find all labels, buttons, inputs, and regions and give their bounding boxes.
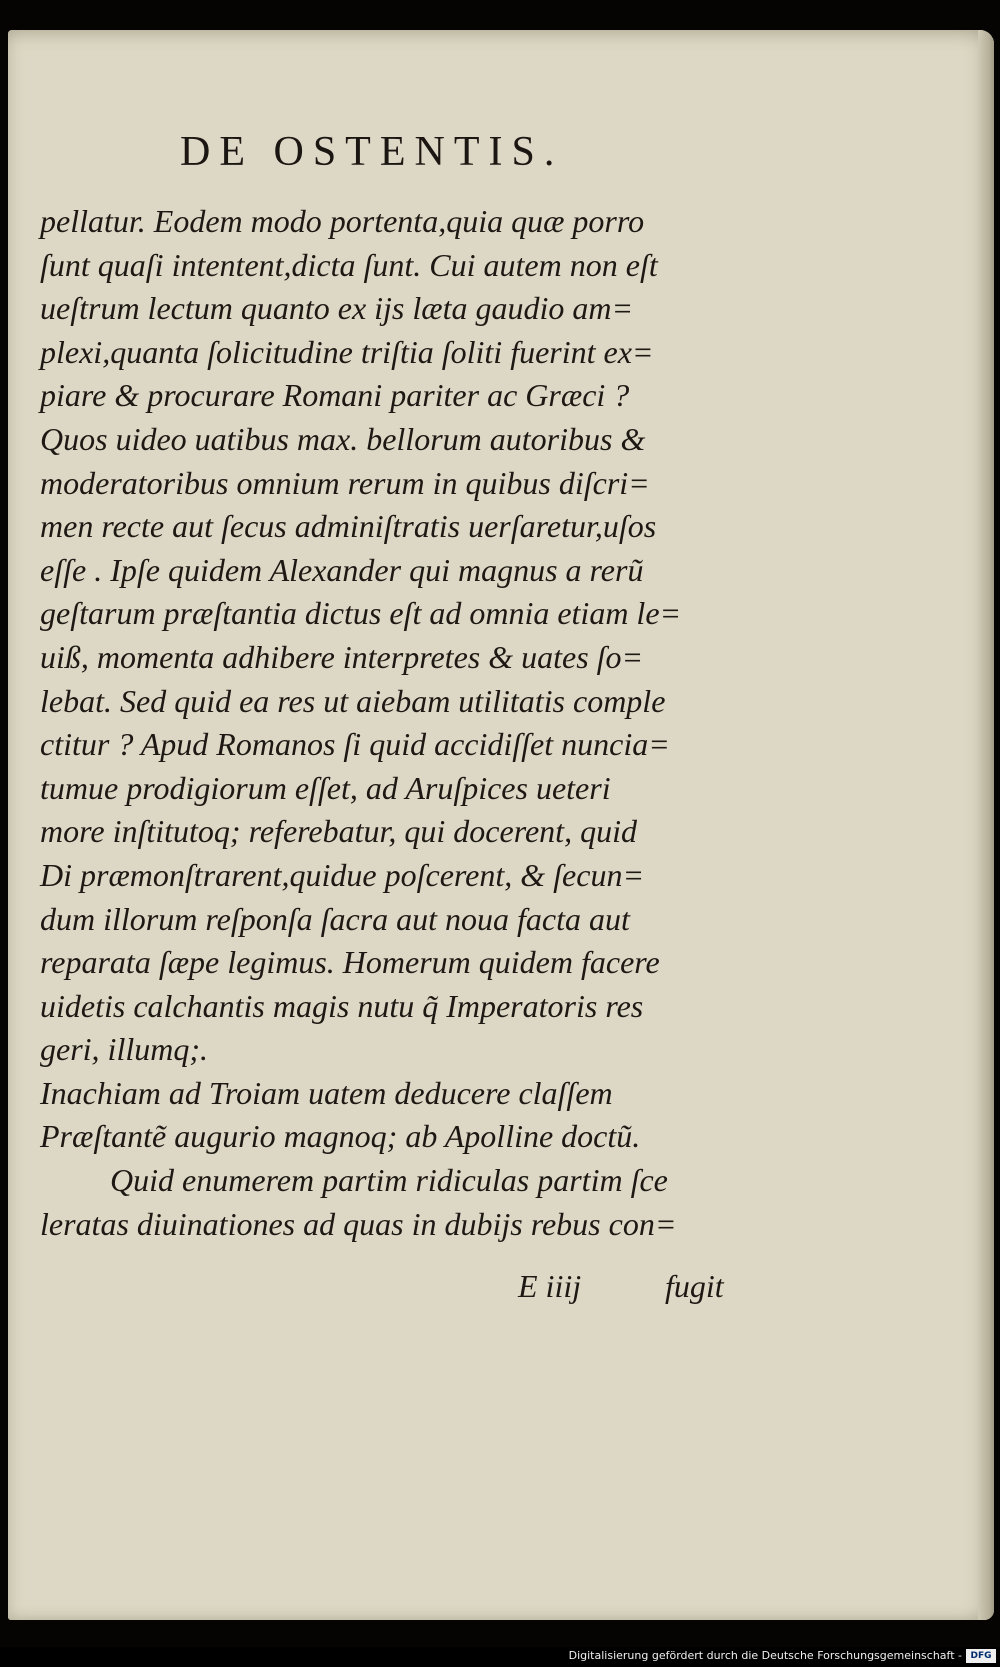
body-text <box>40 200 740 1246</box>
running-head: DE OSTENTIS. <box>180 129 564 175</box>
text-line: ſunt quaſi intentent,dicta ſunt. Cui autem non eſt <box>40 246 658 283</box>
text-line: lebat. Sed quid ea res ut aiebam utilitatis comple <box>40 682 666 719</box>
page-footer <box>40 1268 740 1312</box>
text-line: reparata ſæpe legimus. Homerum quidem facere <box>40 944 660 981</box>
text-line: uidetis calchantis magis nutu q̃ Imperatoris res <box>40 987 644 1024</box>
text-line: uiß, momenta adhibere interpretes & uates ſo= <box>40 638 644 675</box>
text-line: geri, illumq;. <box>40 1031 208 1068</box>
text-line: Quos uideo uatibus max. bellorum autoribus & <box>40 420 646 457</box>
signature-mark: E iiij <box>518 1268 582 1304</box>
text-line: leratas diuinationes ad quas in dubijs rebus con= <box>40 1205 677 1242</box>
text-line: piare & procurare Romani pariter ac Græci ? <box>40 377 630 414</box>
page-edge <box>978 30 994 1620</box>
catchword: fugit <box>665 1268 724 1304</box>
text-line: moderatoribus omnium rerum in quibus diſcri= <box>40 464 650 501</box>
text-line: eſſe . Ipſe quidem Alexander qui magnus a rerũ <box>40 551 644 588</box>
text-line: dum illorum reſponſa ſacra aut noua facta aut <box>40 900 630 937</box>
text-line: ueſtrum lectum quanto ex ijs læta gaudio am= <box>40 290 634 327</box>
dfg-logo: DFG <box>966 1649 996 1663</box>
text-line: ctitur ? Apud Romanos ſi quid accidiſſet nuncia= <box>40 726 670 763</box>
paragraph-start-line: Quid enumerem partim ridiculas partim ſce <box>110 1162 668 1199</box>
text-line: tumue prodigiorum eſſet, ad Aruſpices ueteri <box>40 769 611 806</box>
text-line: geſtarum præſtantia dictus eſt ad omnia etiam le= <box>40 595 682 632</box>
credit-bar <box>0 1647 1000 1667</box>
text-line: plexi,quanta ſolicitudine triſtia ſoliti fuerint ex= <box>40 333 654 370</box>
verse-line: Inachiam ad Troiam uatem deducere claſſem <box>40 1074 613 1111</box>
text-line: men recte aut ſecus adminiſtratis uerſaretur,uſos <box>40 508 657 545</box>
verse-line: Præſtantẽ augurio magnoq; ab Apolline doctũ. <box>40 1118 641 1155</box>
text-line: Di præmonſtrarent,quidue poſcerent, & ſecun= <box>40 856 645 893</box>
credit-text: Digitalisierung gefördert durch die Deutsche Forschungsgemeinschaft - <box>568 1649 962 1662</box>
text-line: pellatur. Eodem modo portenta,quia quæ porro <box>40 203 645 239</box>
text-line: more inſtitutoq; referebatur, qui docerent, quid <box>40 813 637 850</box>
